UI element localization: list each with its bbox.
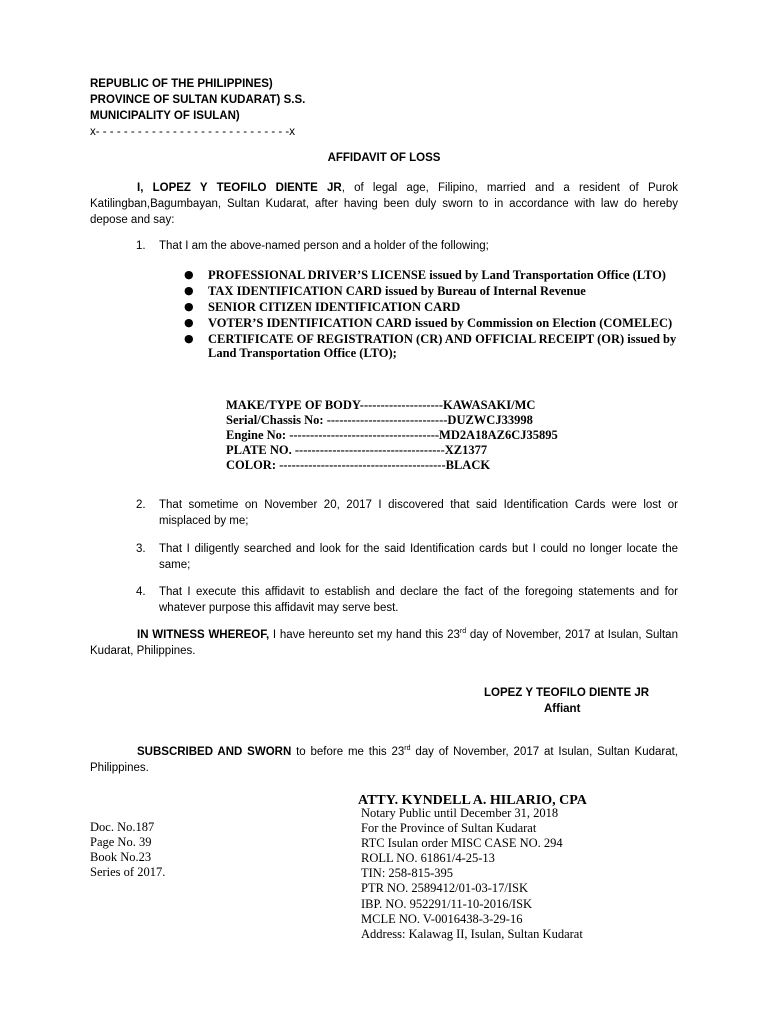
vehicle-engine: Engine No: ------------------------------------MD2A18AZ6CJ35895 [226, 428, 558, 442]
affiant-name-intro: I, LOPEZ Y TEOFILO DIENTE JR [137, 182, 342, 194]
page-no: Page No. 39 [90, 835, 152, 850]
notary-name: ATTY. KYNDELL A. HILARIO, CPA [358, 793, 587, 808]
numbered-item-3 [136, 541, 678, 573]
numbered-item-4 [136, 584, 678, 616]
witness-paragraph: IN WITNESS WHEREOF, I have hereunto set my hand this 23rd day of November, 2017 at Isulan, Sultan Kudarat, Philippines. [90, 628, 678, 657]
series: Series of 2017. [90, 865, 166, 880]
list-item-drivers-license: ● PROFESSIONAL DRIVER’S LICENSE issued by Land Transportation Office (LTO) [184, 268, 666, 282]
bullet-icon: ● [184, 300, 194, 313]
item-text: That I diligently searched and look for the said Identification cards but I could no longer locate the same; [159, 543, 678, 571]
notary-address: Address: Kalawag II, Isulan, Sultan Kudarat [361, 926, 583, 941]
item-text: That I execute this affidavit to establish and declare the fact of the foregoing statements and for whatever purpose this affidavit may serve best. [159, 586, 678, 614]
header-republic: REPUBLIC OF THE PHILIPPINES) [90, 78, 273, 90]
vehicle-serial: Serial/Chassis No: -----------------------------DUZWCJ33998 [226, 413, 533, 427]
notary-rtc-order: RTC Isulan order MISC CASE NO. 294 [361, 836, 563, 851]
bullet-icon: ● [184, 316, 194, 329]
item-text: That I am the above-named person and a holder of the following; [159, 240, 489, 252]
bullet-icon: ● [184, 268, 194, 281]
bullet-icon: ● [184, 284, 194, 297]
list-item-cr-or: ● CERTIFICATE OF REGISTRATION (CR) AND OFFICIAL RECEIPT (OR) issued by Land Transportation Office (LTO); [184, 332, 677, 360]
list-item-senior-citizen: ● SENIOR CITIZEN IDENTIFICATION CARD [184, 300, 461, 314]
book-no: Book No.23 [90, 850, 152, 865]
venue-header [90, 76, 390, 140]
numbered-item-2 [136, 497, 678, 529]
notary-ibp: IBP. NO. 952291/11-10-2016/ISK [361, 896, 533, 911]
doc-no: Doc. No.187 [90, 820, 155, 834]
intro-paragraph [90, 180, 678, 228]
item-number: 4. [136, 586, 146, 598]
header-separator: x- - - - - - - - - - - - - - - - - - - - - - - - - - - -x [90, 126, 295, 138]
document-title: AFFIDAVIT OF LOSS [327, 152, 441, 164]
vehicle-details [226, 398, 646, 473]
header-municipality: MUNICIPALITY OF ISULAN) [90, 110, 240, 122]
intro-text: , of legal age, Filipino, married and a resident of Purok Katilingban,Bagumbayan, Sultan Kudarat, after having been duly sworn to in accordance with law do hereby depose and say: [90, 182, 678, 226]
affiant-name: LOPEZ Y TEOFILO DIENTE JR [484, 687, 650, 699]
list-item-tin: ● TAX IDENTIFICATION CARD issued by Bureau of Internal Revenue [184, 284, 586, 298]
vehicle-make: MAKE/TYPE OF BODY--------------------KAWASAKI/MC [226, 398, 536, 412]
notary-details [361, 806, 583, 942]
item-number: 2. [136, 499, 146, 511]
vehicle-plate: PLATE NO. ------------------------------------XZ1377 [226, 443, 488, 457]
item-text: That sometime on November 20, 2017 I discovered that said Identification Cards were lost or misplaced by me; [159, 499, 678, 527]
jurat-paragraph: SUBSCRIBED AND SWORN to before me this 23rd day of November, 2017 at Isulan, Sultan Kudarat, Philippines. [90, 745, 678, 774]
notary-commission: Notary Public until December 31, 2018 [361, 806, 559, 820]
list-item-voters-id: ● VOTER’S IDENTIFICATION CARD issued by Commission on Election (COMELEC) [184, 316, 673, 330]
vehicle-color: COLOR: ----------------------------------------BLACK [226, 458, 491, 472]
notary-province: For the Province of Sultan Kudarat [361, 821, 537, 836]
item-number: 3. [136, 543, 146, 555]
notarial-register [90, 820, 165, 880]
item-number: 1. [136, 240, 146, 252]
affiant-label: Affiant [544, 703, 581, 715]
numbered-item-1 [136, 238, 678, 254]
notary-roll-no: ROLL NO. 61861/4-25-13 [361, 851, 495, 866]
notary-ptr: PTR NO. 2589412/01-03-17/ISK [361, 881, 529, 896]
bullet-icon: ● [184, 332, 194, 345]
notary-tin: TIN: 258-815-395 [361, 866, 453, 881]
header-province: PROVINCE OF SULTAN KUDARAT) S.S. [90, 94, 306, 106]
id-card-list [180, 268, 678, 362]
notary-mcle: MCLE NO. V-0016438-3-29-16 [361, 911, 523, 926]
